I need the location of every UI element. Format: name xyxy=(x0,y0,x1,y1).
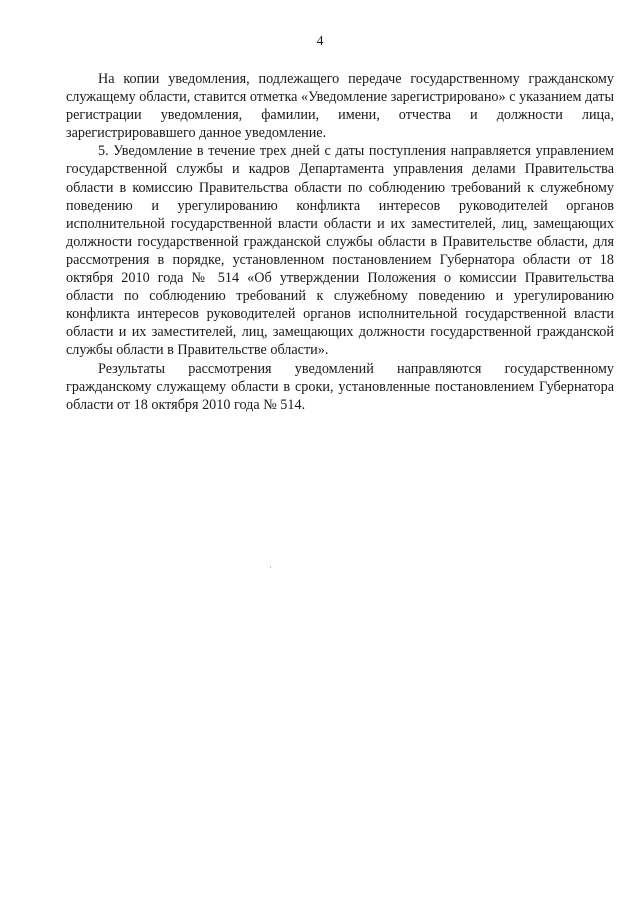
paragraph-results: Результаты рассмотрения уведомлений направляются государственному гражданскому служащему области в сроки, установленные постановлением Губернатора области от 18 октября 2010 года № 514. xyxy=(66,360,614,413)
scan-speck xyxy=(270,566,271,568)
paragraph-registration-mark: На копии уведомления, подлежащего передаче государственному гражданскому служащему области, ставится отметка «Уведомление зарегистрировано» с указанием даты регистрации уведомления, фамилии, имени, отчества и должности лица, зарегистрировавшего данное уведомление. xyxy=(66,71,614,142)
document-body xyxy=(66,70,614,414)
paragraph-item-5: 5. Уведомление в течение трех дней с даты поступления направляется управлением государственной службы и кадров Департамента управления делами Правительства области в комиссию Правительства области по соблюдению требований к служебному поведению и урегулированию конфликта интересов руководителей органов исполнительной государственной власти области и их заместителей, лиц, замещающих должности государственной гражданской службы области в Правительстве области, для рассмотрения в порядке, установленном постановлением Губернатора области от 18 октября 2010 года № 514 «Об утверждении Положения о комиссии Правительства области по соблюдению требований к служебному поведению и урегулированию конфликта интересов руководителей органов исполнительной государственной власти области и их заместителей, лиц, замещающих должности государственной гражданской службы области в Правительстве области». xyxy=(66,143,614,359)
page-number: 4 xyxy=(316,34,324,49)
